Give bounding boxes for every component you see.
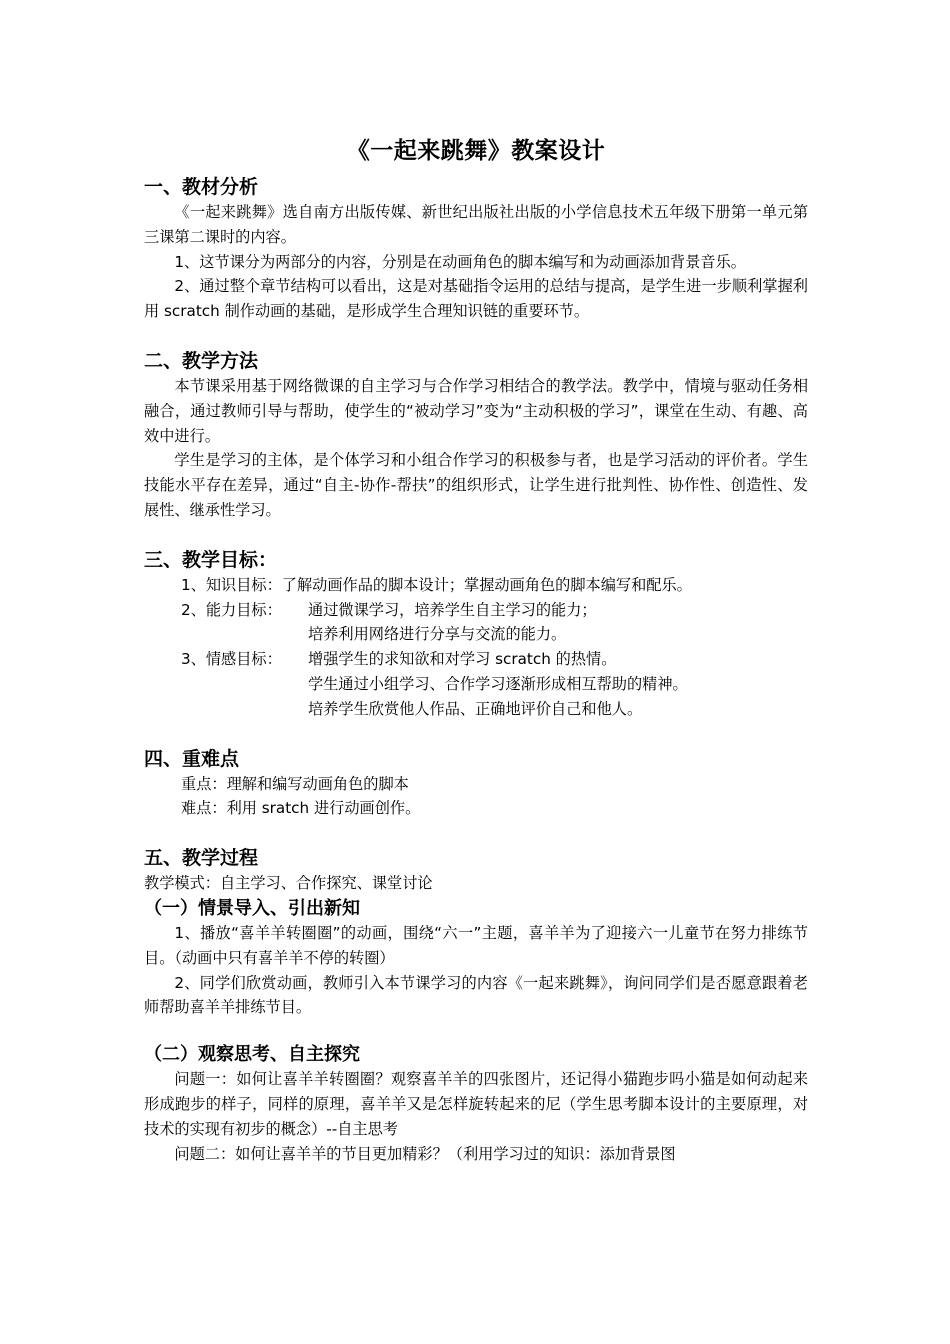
- emotion-objective-label: 3、情感目标：: [181, 650, 282, 669]
- knowledge-objective: 1、知识目标：了解动画作品的脚本设计；掌握动画角色的脚本编写和配乐。: [181, 575, 692, 594]
- paragraph: 1、播放“喜羊羊转圈圈”的动画，围绕“六一”主题，喜羊羊为了迎接六一儿童节在努力排练节目。（动画中只有喜羊羊不停的转圈）: [144, 923, 808, 967]
- emotion-objective: [144, 647, 808, 721]
- key-point: 重点：理解和编写动画角色的脚本: [181, 774, 409, 793]
- difficult-point: 难点：利用 sratch 进行动画创作。: [181, 799, 421, 818]
- document-title: 《一起来跳舞》教案设计: [346, 138, 606, 164]
- ability-objective-item: 培养利用网络进行分享与交流的能力。: [308, 625, 567, 644]
- paragraph: 问题二：如何让喜羊羊的节目更加精彩？（利用学习过的知识：添加背景图: [174, 1144, 676, 1163]
- emotion-objective-item: 培养学生欣赏他人作品、正确地评价自己和他人。: [308, 699, 643, 718]
- paragraph: 1、这节课分为两部分的内容，分别是在动画角色的脚本编写和为动画添加背景音乐。: [174, 252, 746, 271]
- subsection-heading-intro: （一）情景导入、引出新知: [144, 897, 360, 919]
- paragraph: 2、同学们欣赏动画，教师引入本节课学习的内容《一起来跳舞》，询问同学们是否愿意跟着老师帮助喜羊羊排练节目。: [144, 973, 808, 1017]
- paragraph: 2、通过整个章节结构可以看出，这是对基础指令运用的总结与提高，是学生进一步顺利掌握利用 scratch 制作动画的基础，是形成学生合理知识链的重要环节。: [144, 277, 808, 321]
- ability-objective-label: 2、能力目标：: [181, 600, 282, 619]
- subsection-heading-explore: （二）观察思考、自主探究: [144, 1044, 360, 1066]
- section-heading-process: 五、教学过程: [144, 847, 259, 870]
- ability-objective-item: 通过微课学习，培养学生自主学习的能力；: [308, 600, 597, 619]
- document-page: [144, 134, 808, 1166]
- section-heading-key-points: 四、重难点: [144, 747, 240, 770]
- emotion-objective-item: 增强学生的求知欲和对学习 scratch 的热情。: [308, 650, 617, 669]
- paragraph: 本节课采用基于网络微课的自主学习与合作学习相结合的教学法。教学中，情境与驱动任务相融合，通过教师引导与帮助，使学生的“被动学习”变为“主动积极的学习”，课堂在生动、有趣、高效中进行。: [144, 376, 808, 445]
- section-heading-objectives: 三、教学目标：: [144, 548, 278, 571]
- teaching-mode: 教学模式：自主学习、合作探究、课堂讨论: [144, 874, 433, 893]
- paragraph: 《一起来跳舞》选自南方出版传媒、新世纪出版社出版的小学信息技术五年级下册第一单元第三课第二课时的内容。: [144, 203, 808, 246]
- ability-objective: [144, 598, 808, 648]
- emotion-objective-item: 学生通过小组学习、合作学习逐渐形成相互帮助的精神。: [308, 674, 688, 693]
- paragraph: 学生是学习的主体，是个体学习和小组合作学习的积极参与者，也是学习活动的评价者。学生技能水平存在差异，通过“自主-协作-帮扶”的组织形式，让学生进行批判性、协作性、创造性、发展性、继承性学习。: [144, 451, 808, 519]
- section-heading-methods: 二、教学方法: [144, 349, 259, 372]
- section-heading-analysis: 一、教材分析: [144, 176, 259, 198]
- paragraph: 问题一：如何让喜羊羊转圈圈？观察喜羊羊的四张图片，还记得小猫跑步吗小猫是如何动起来形成跑步的样子，同样的原理，喜羊羊又是怎样旋转起来的尼（学生思考脚本设计的主要原理，对技术的实现有初步的概念）--自主思考: [144, 1070, 808, 1138]
